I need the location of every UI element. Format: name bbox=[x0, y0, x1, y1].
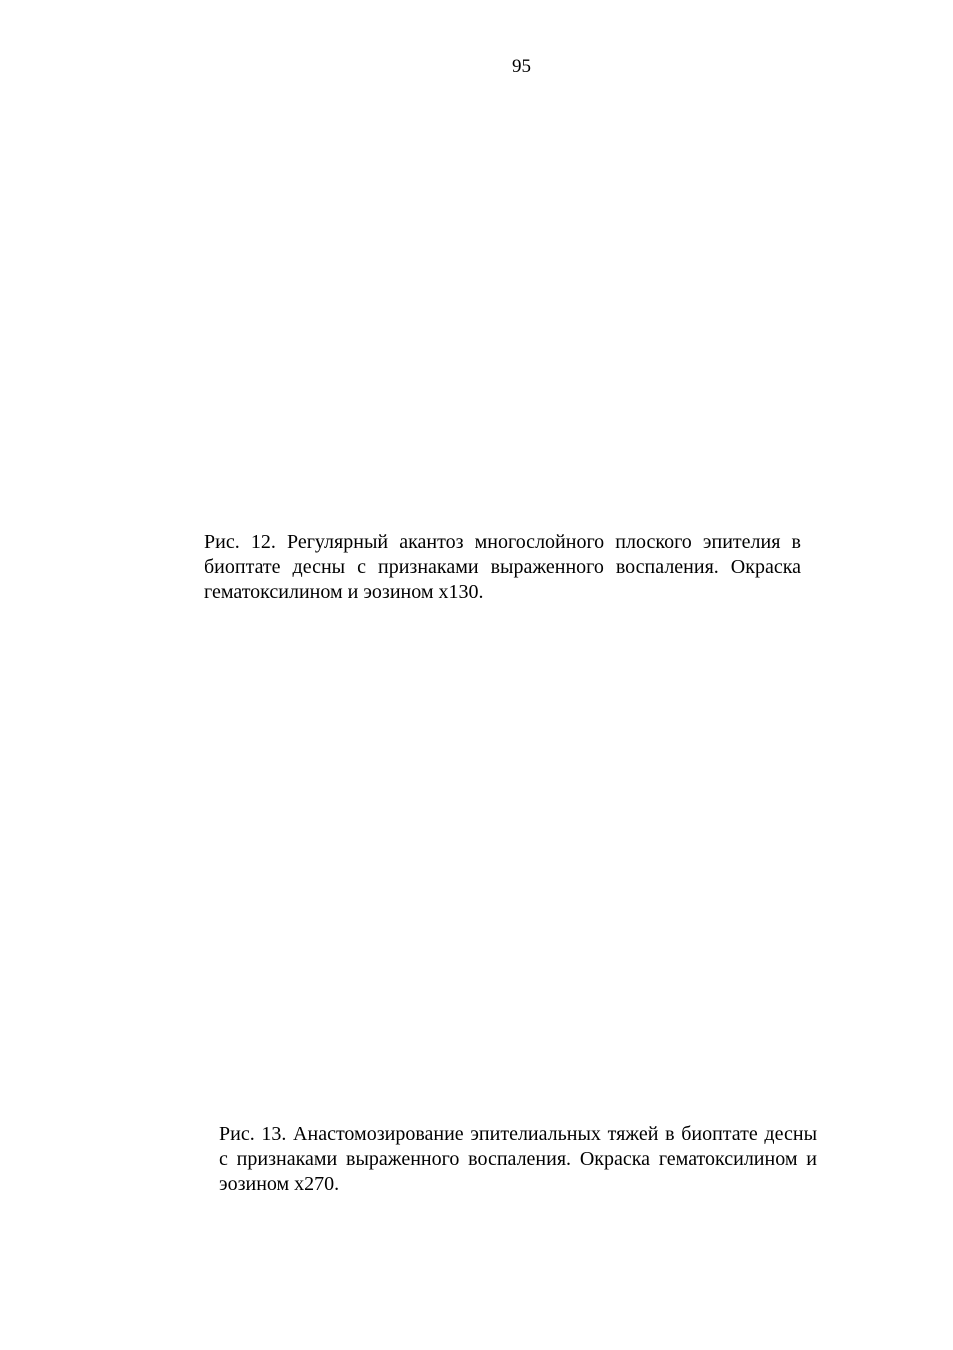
page-number: 95 bbox=[512, 56, 531, 77]
figure-13-caption: Рис. 13. Анастомозирование эпителиальных тяжей в биоптате десны с признаками выраженного воспаления. Окраска гематоксилином и эозином х270. bbox=[219, 1123, 817, 1195]
figure-12-caption: Рис. 12. Регулярный акантоз многослойного плоского эпителия в биоптате десны с признаками выраженного воспаления. Окраска гематоксилином и эозином х130. bbox=[204, 531, 801, 603]
